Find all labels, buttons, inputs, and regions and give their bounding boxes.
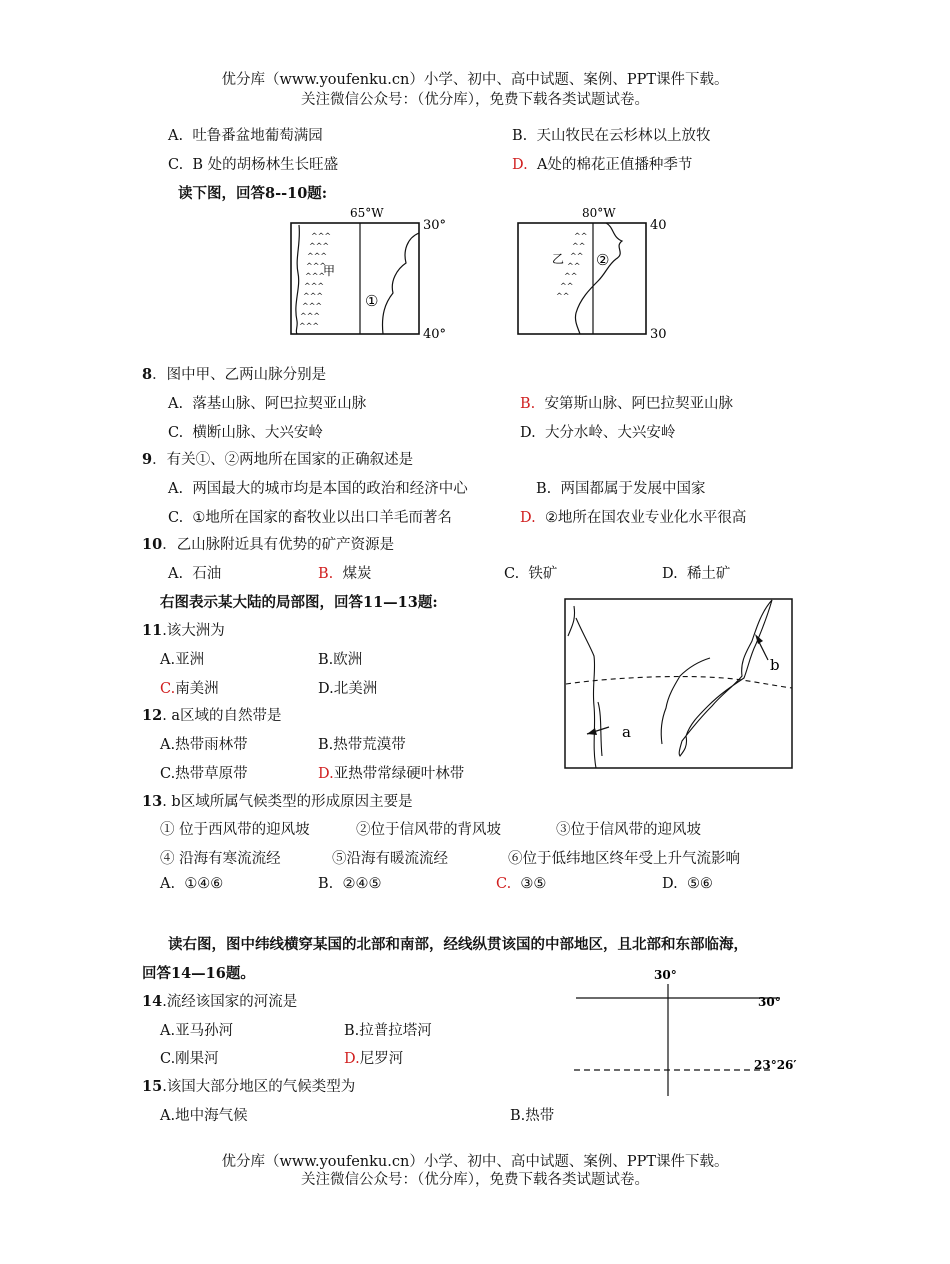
svg-text:^^^: ^^^ xyxy=(306,262,327,271)
map2-lat-top: 40 xyxy=(650,218,667,233)
q7-option-c: C. B 处的胡杨林生长旺盛 xyxy=(168,157,339,173)
q13-option-b: B. ②④⑤ xyxy=(318,876,382,892)
q7-option-d: D. A处的棉花正值播种季节 xyxy=(512,157,693,173)
q11-option-a: A.亚洲 xyxy=(160,652,205,668)
svg-text:^^^: ^^^ xyxy=(299,322,320,331)
header-line-1: 优分库（www.youfenku.cn）小学、初中、高中试题、案例、PPT课件下载。 xyxy=(221,72,729,88)
map4-lat-bottom: 23°26′ xyxy=(754,1058,797,1072)
footer-line-2: 关注微信公众号：（优分库），免费下载各类试题试卷。 xyxy=(301,1172,649,1188)
q8-option-a: A. 落基山脉、阿巴拉契亚山脉 xyxy=(168,396,367,412)
q10-option-d: D. 稀土矿 xyxy=(662,566,731,582)
q13-option-a: A. ①④⑥ xyxy=(160,876,224,892)
map1-label-jia: 甲 xyxy=(323,264,336,278)
q9-option-b: B. 两国都属于发展中国家 xyxy=(536,481,706,497)
q12-stem: 12. a区域的自然带是 xyxy=(142,707,282,724)
q9-option-a: A. 两国最大的城市均是本国的政治和经济中心 xyxy=(168,481,468,497)
q10-option-c: C. 铁矿 xyxy=(504,566,558,582)
q14-stem: 14.流经该国家的河流是 xyxy=(142,993,298,1010)
svg-text:^^: ^^ xyxy=(556,292,570,301)
map1-lat-bottom: 40° xyxy=(423,327,447,342)
q11-stem: 11.该大洲为 xyxy=(142,622,225,639)
q13-statement-2: ②位于信风带的背风坡 xyxy=(356,822,501,838)
map-continent-part xyxy=(562,596,796,772)
intro-14-16-line-2: 回答14—16题。 xyxy=(142,965,255,982)
q13-stem: 13. b区域所属气候类型的形成原因主要是 xyxy=(142,793,413,810)
q10-option-a: A. 石油 xyxy=(168,566,222,582)
q14-option-a: A.亚马孙河 xyxy=(160,1023,234,1039)
map1-lon-label: 65°W xyxy=(350,206,384,220)
q10-stem: 10．乙山脉附近具有优势的矿产资源是 xyxy=(142,536,395,553)
map4-lon-label: 30° xyxy=(654,968,677,982)
q13-option-d: D. ⑤⑥ xyxy=(662,876,713,892)
q12-option-a: A.热带雨林带 xyxy=(160,737,248,753)
map2-label-yi: 乙 xyxy=(552,252,565,266)
q11-option-c: C.南美洲 xyxy=(160,681,219,697)
q15-option-b: B.热带 xyxy=(510,1108,555,1124)
header-line-2: 关注微信公众号：（优分库），免费下载各类试题试卷。 xyxy=(301,92,649,108)
q8-option-b: B. 安第斯山脉、阿巴拉契亚山脉 xyxy=(520,396,733,412)
q14-option-c: C.刚果河 xyxy=(160,1051,219,1067)
map2-lon-label: 80°W xyxy=(582,206,616,220)
intro-8-10: 读下图，回答8--10题: xyxy=(178,185,328,202)
map-grid-lat-lon xyxy=(570,962,810,1102)
map-south-america-65w xyxy=(285,203,455,343)
svg-text:^^^: ^^^ xyxy=(307,252,328,261)
map-north-america-80w xyxy=(510,203,680,343)
map1-label-1: ① xyxy=(365,292,379,310)
q13-option-c: C. ③⑤ xyxy=(496,876,547,892)
q13-statement-1: ① 位于西风带的迎风坡 xyxy=(160,822,310,838)
svg-text:^^: ^^ xyxy=(570,252,584,261)
intro-11-13: 右图表示某大陆的局部图，回答11—13题: xyxy=(160,594,438,611)
map2-label-2: ② xyxy=(596,251,610,269)
q13-statement-5: ⑤沿海有暖流流经 xyxy=(332,851,448,867)
map1-lat-top: 30° xyxy=(423,218,447,233)
map3-label-b: b xyxy=(770,656,780,674)
q9-option-c: C. ①地所在国家的畜牧业以出口羊毛而著名 xyxy=(168,510,452,526)
q13-statement-3: ③位于信风带的迎风坡 xyxy=(556,822,701,838)
svg-text:^^^: ^^^ xyxy=(305,272,326,281)
q14-option-d: D.尼罗河 xyxy=(344,1051,404,1067)
q15-option-a: A.地中海气候 xyxy=(160,1108,248,1124)
q11-option-d: D.北美洲 xyxy=(318,681,378,697)
q12-option-d: D.亚热带常绿硬叶林带 xyxy=(318,766,465,782)
svg-text:^^^: ^^^ xyxy=(309,242,330,251)
q14-option-b: B.拉普拉塔河 xyxy=(344,1023,432,1039)
q11-option-b: B.欧洲 xyxy=(318,652,363,668)
map3-label-a: a xyxy=(622,723,631,741)
q12-option-c: C.热带草原带 xyxy=(160,766,248,782)
q8-option-d: D. 大分水岭、大兴安岭 xyxy=(520,425,676,441)
q10-option-b: B. 煤炭 xyxy=(318,566,372,582)
q8-stem: 8．图中甲、乙两山脉分别是 xyxy=(142,366,327,383)
q9-option-d: D. ②地所在国农业专业化水平很高 xyxy=(520,510,747,526)
q12-option-b: B.热带荒漠带 xyxy=(318,737,406,753)
footer-line-1: 优分库（www.youfenku.cn）小学、初中、高中试题、案例、PPT课件下载。 xyxy=(221,1154,729,1170)
svg-text:^^: ^^ xyxy=(572,242,586,251)
svg-text:^^^: ^^^ xyxy=(304,282,325,291)
q13-statement-6: ⑥位于低纬地区终年受上升气流影响 xyxy=(508,851,740,867)
svg-text:^^^: ^^^ xyxy=(303,292,324,301)
map4-lat-top: 30° xyxy=(758,995,781,1009)
svg-text:^^^: ^^^ xyxy=(302,302,323,311)
q13-statement-4: ④ 沿海有寒流流经 xyxy=(160,851,281,867)
svg-text:^^: ^^ xyxy=(574,232,588,241)
map2-lat-bottom: 30 xyxy=(650,327,667,342)
svg-text:^^^: ^^^ xyxy=(311,232,332,241)
svg-text:^^^: ^^^ xyxy=(300,312,321,321)
svg-text:^^: ^^ xyxy=(560,282,574,291)
q15-stem: 15.该国大部分地区的气候类型为 xyxy=(142,1078,356,1095)
q8-option-c: C. 横断山脉、大兴安岭 xyxy=(168,425,323,441)
q7-option-a: A. 吐鲁番盆地葡萄满园 xyxy=(168,128,323,144)
svg-text:^^: ^^ xyxy=(564,272,578,281)
q9-stem: 9．有关①、②两地所在国家的正确叙述是 xyxy=(142,451,414,468)
q7-option-b: B. 天山牧民在云杉林以上放牧 xyxy=(512,128,711,144)
svg-text:^^: ^^ xyxy=(567,262,581,271)
intro-14-16-line-1: 读右图，图中纬线横穿某国的北部和南部，经线纵贯该国的中部地区，且北部和东部临海， xyxy=(168,936,748,953)
